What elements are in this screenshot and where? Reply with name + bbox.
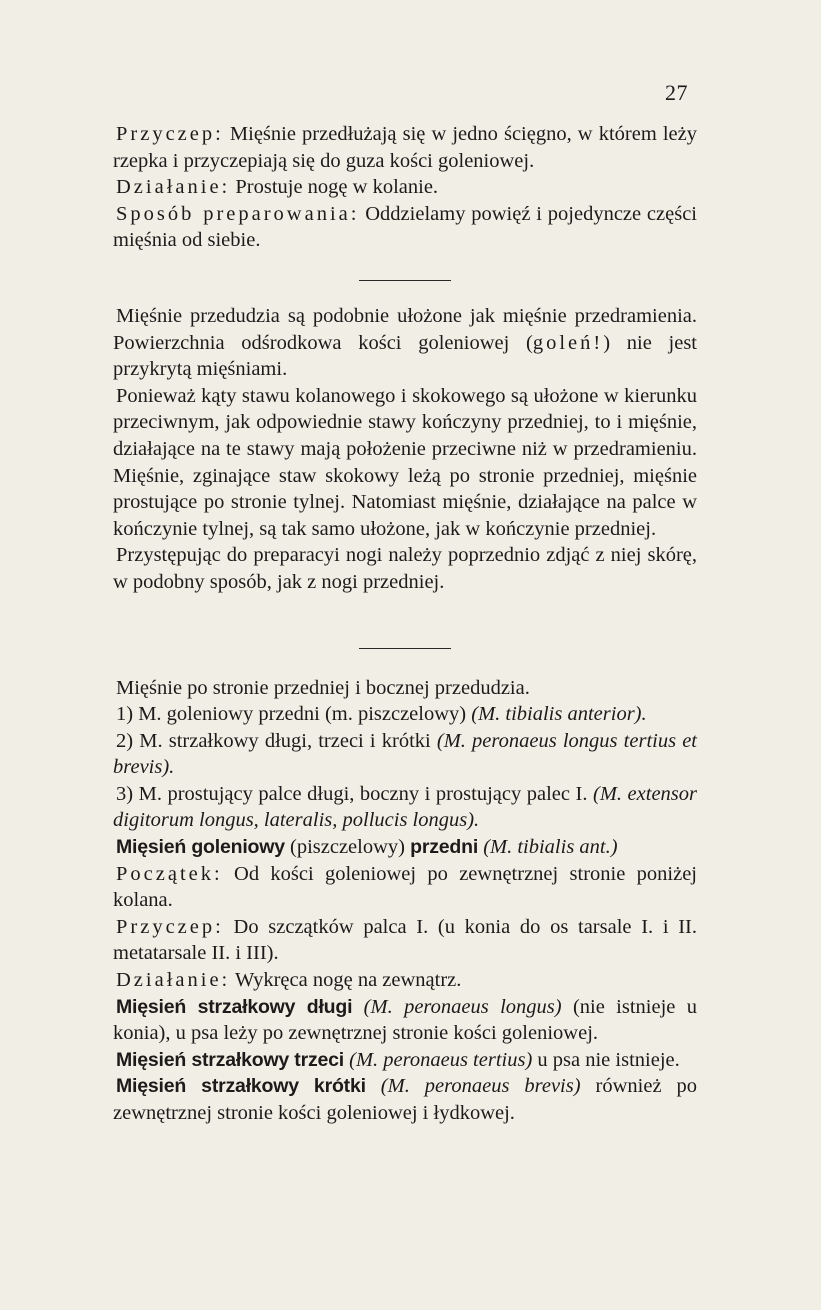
label-przyczep: Przyczep: xyxy=(116,123,224,145)
paragraph-poczatek xyxy=(113,861,697,914)
page-text xyxy=(113,121,697,1127)
paragraph-przyczep-2 xyxy=(113,914,697,967)
paragraph-katy: Ponieważ kąty stawu kolanowego i skokowego są ułożone w kierunku przeciwnym, jak odpowiednie stawy kończyny przedniej, to i mięśnie, działające na te stawy mają położenie przeciwne niż w przedramieniu. Mięśnie, zginające staw skokowy leżą po stronie przedniej, mięśnie prostujące po stronie tylnej. Natomiast mięśnie, działające na palce w kończynie tylnej, są tak samo ułożone, jak w kończynie przedniej. xyxy=(113,384,697,540)
item-text: 1) M. goleniowy przedni (m. piszczelowy) xyxy=(116,703,472,726)
text-przyczep-2: Do szczątków palca I. (u konia do os tarsale I. i II. metatarsale II. i III). xyxy=(113,915,697,965)
paragraph-przyczep xyxy=(113,121,697,174)
term-bold: Mięsień strzałkowy krótki xyxy=(116,1075,366,1098)
text-intro-spaced: goleń! xyxy=(532,331,604,354)
term-mid: (piszczelowy) xyxy=(284,836,411,859)
term-bold: Mięsień strzałkowy trzeci xyxy=(116,1048,345,1071)
term-latin: (M. tibialis ant.) xyxy=(478,836,618,859)
page-number: 27 xyxy=(665,80,688,105)
label-poczatek: Początek: xyxy=(116,862,223,885)
term-text: również po zewnętrznej stronie kości goleniowej i łydkowej. xyxy=(113,1075,698,1124)
term-latin: (M. peronaeus longus) xyxy=(352,995,562,1018)
term-bold: Mięsień goleniowy xyxy=(116,836,285,859)
list-item xyxy=(113,701,697,728)
paragraph-przedudzie-intro xyxy=(113,303,697,383)
paragraph-sposob xyxy=(113,201,697,254)
label-przyczep-2: Przyczep: xyxy=(116,915,224,938)
text-poczatek: Od kości goleniowej po zewnętrznej stronie poniżej kolana. xyxy=(113,862,697,912)
text-dzialanie: Prostuje nogę w kolanie. xyxy=(230,176,439,199)
paragraph-peronaeus-longus xyxy=(113,994,697,1047)
term-text: u psa nie istnieje. xyxy=(532,1048,680,1071)
term-latin: (M. peronaeus tertius) xyxy=(344,1048,533,1071)
paragraph-tibialis xyxy=(113,834,697,861)
text-przyczep: Mięśnie przedłużają się w jedno ścięgno, w którem leży rzepka i przyczepiają się do guza kości goleniowej. xyxy=(113,123,697,172)
term-bold: Mięsień strzałkowy długi xyxy=(116,995,353,1018)
term-text: (nie istnieje u konia), u psa leży po zewnętrznej stronie kości goleniowej. xyxy=(113,995,697,1045)
label-sposob: Sposób preparowania: xyxy=(116,202,360,225)
paragraph-preparacja: Przystępując do preparacyi nogi należy poprzednio zdjąć z niej skórę, w podobny sposób, jak z nogi przedniej. xyxy=(113,544,697,593)
section-heading: Mięśnie po stronie przedniej i bocznej przedudzia. xyxy=(116,676,530,699)
label-dzialanie: Działanie: xyxy=(116,176,231,199)
list-item xyxy=(113,728,697,781)
item-latin: (M. extensor digitorum longus, lateralis, pollucis longus). xyxy=(113,782,697,832)
list-item xyxy=(113,781,697,834)
paragraph-dzialanie xyxy=(113,174,697,201)
item-latin: (M. tibialis anterior). xyxy=(471,703,647,726)
text-sposob: Oddzielamy powięź i pojedyncze części mięśnia od siebie. xyxy=(113,202,697,252)
paragraph-dzialanie-2 xyxy=(113,967,697,994)
item-text: 3) M. prostujący palce długi, boczny i prostujący palec I. xyxy=(116,782,593,805)
paragraph-peronaeus-brevis xyxy=(113,1073,697,1126)
paragraph-peronaeus-tertius xyxy=(113,1047,697,1074)
item-latin: (M. peronaeus longus tertius et brevis). xyxy=(113,729,698,779)
term-bold: przedni xyxy=(410,836,479,859)
text-intro-b: ) nie jest przykrytą mięśniami. xyxy=(113,331,697,381)
term-latin: (M. peronaeus brevis) xyxy=(365,1075,581,1098)
text-intro-a: Mięśnie przedudzia są podobnie ułożone jak mięśnie przedramienia. Powierzchnia odśrodkowa kości goleniowej ( xyxy=(113,304,697,354)
label-dzialanie-2: Działanie: xyxy=(116,969,231,992)
item-text: 2) M. strzałkowy długi, trzeci i krótki xyxy=(116,729,437,752)
text-dzialanie-2: Wykręca nogę na zewnątrz. xyxy=(230,969,462,992)
